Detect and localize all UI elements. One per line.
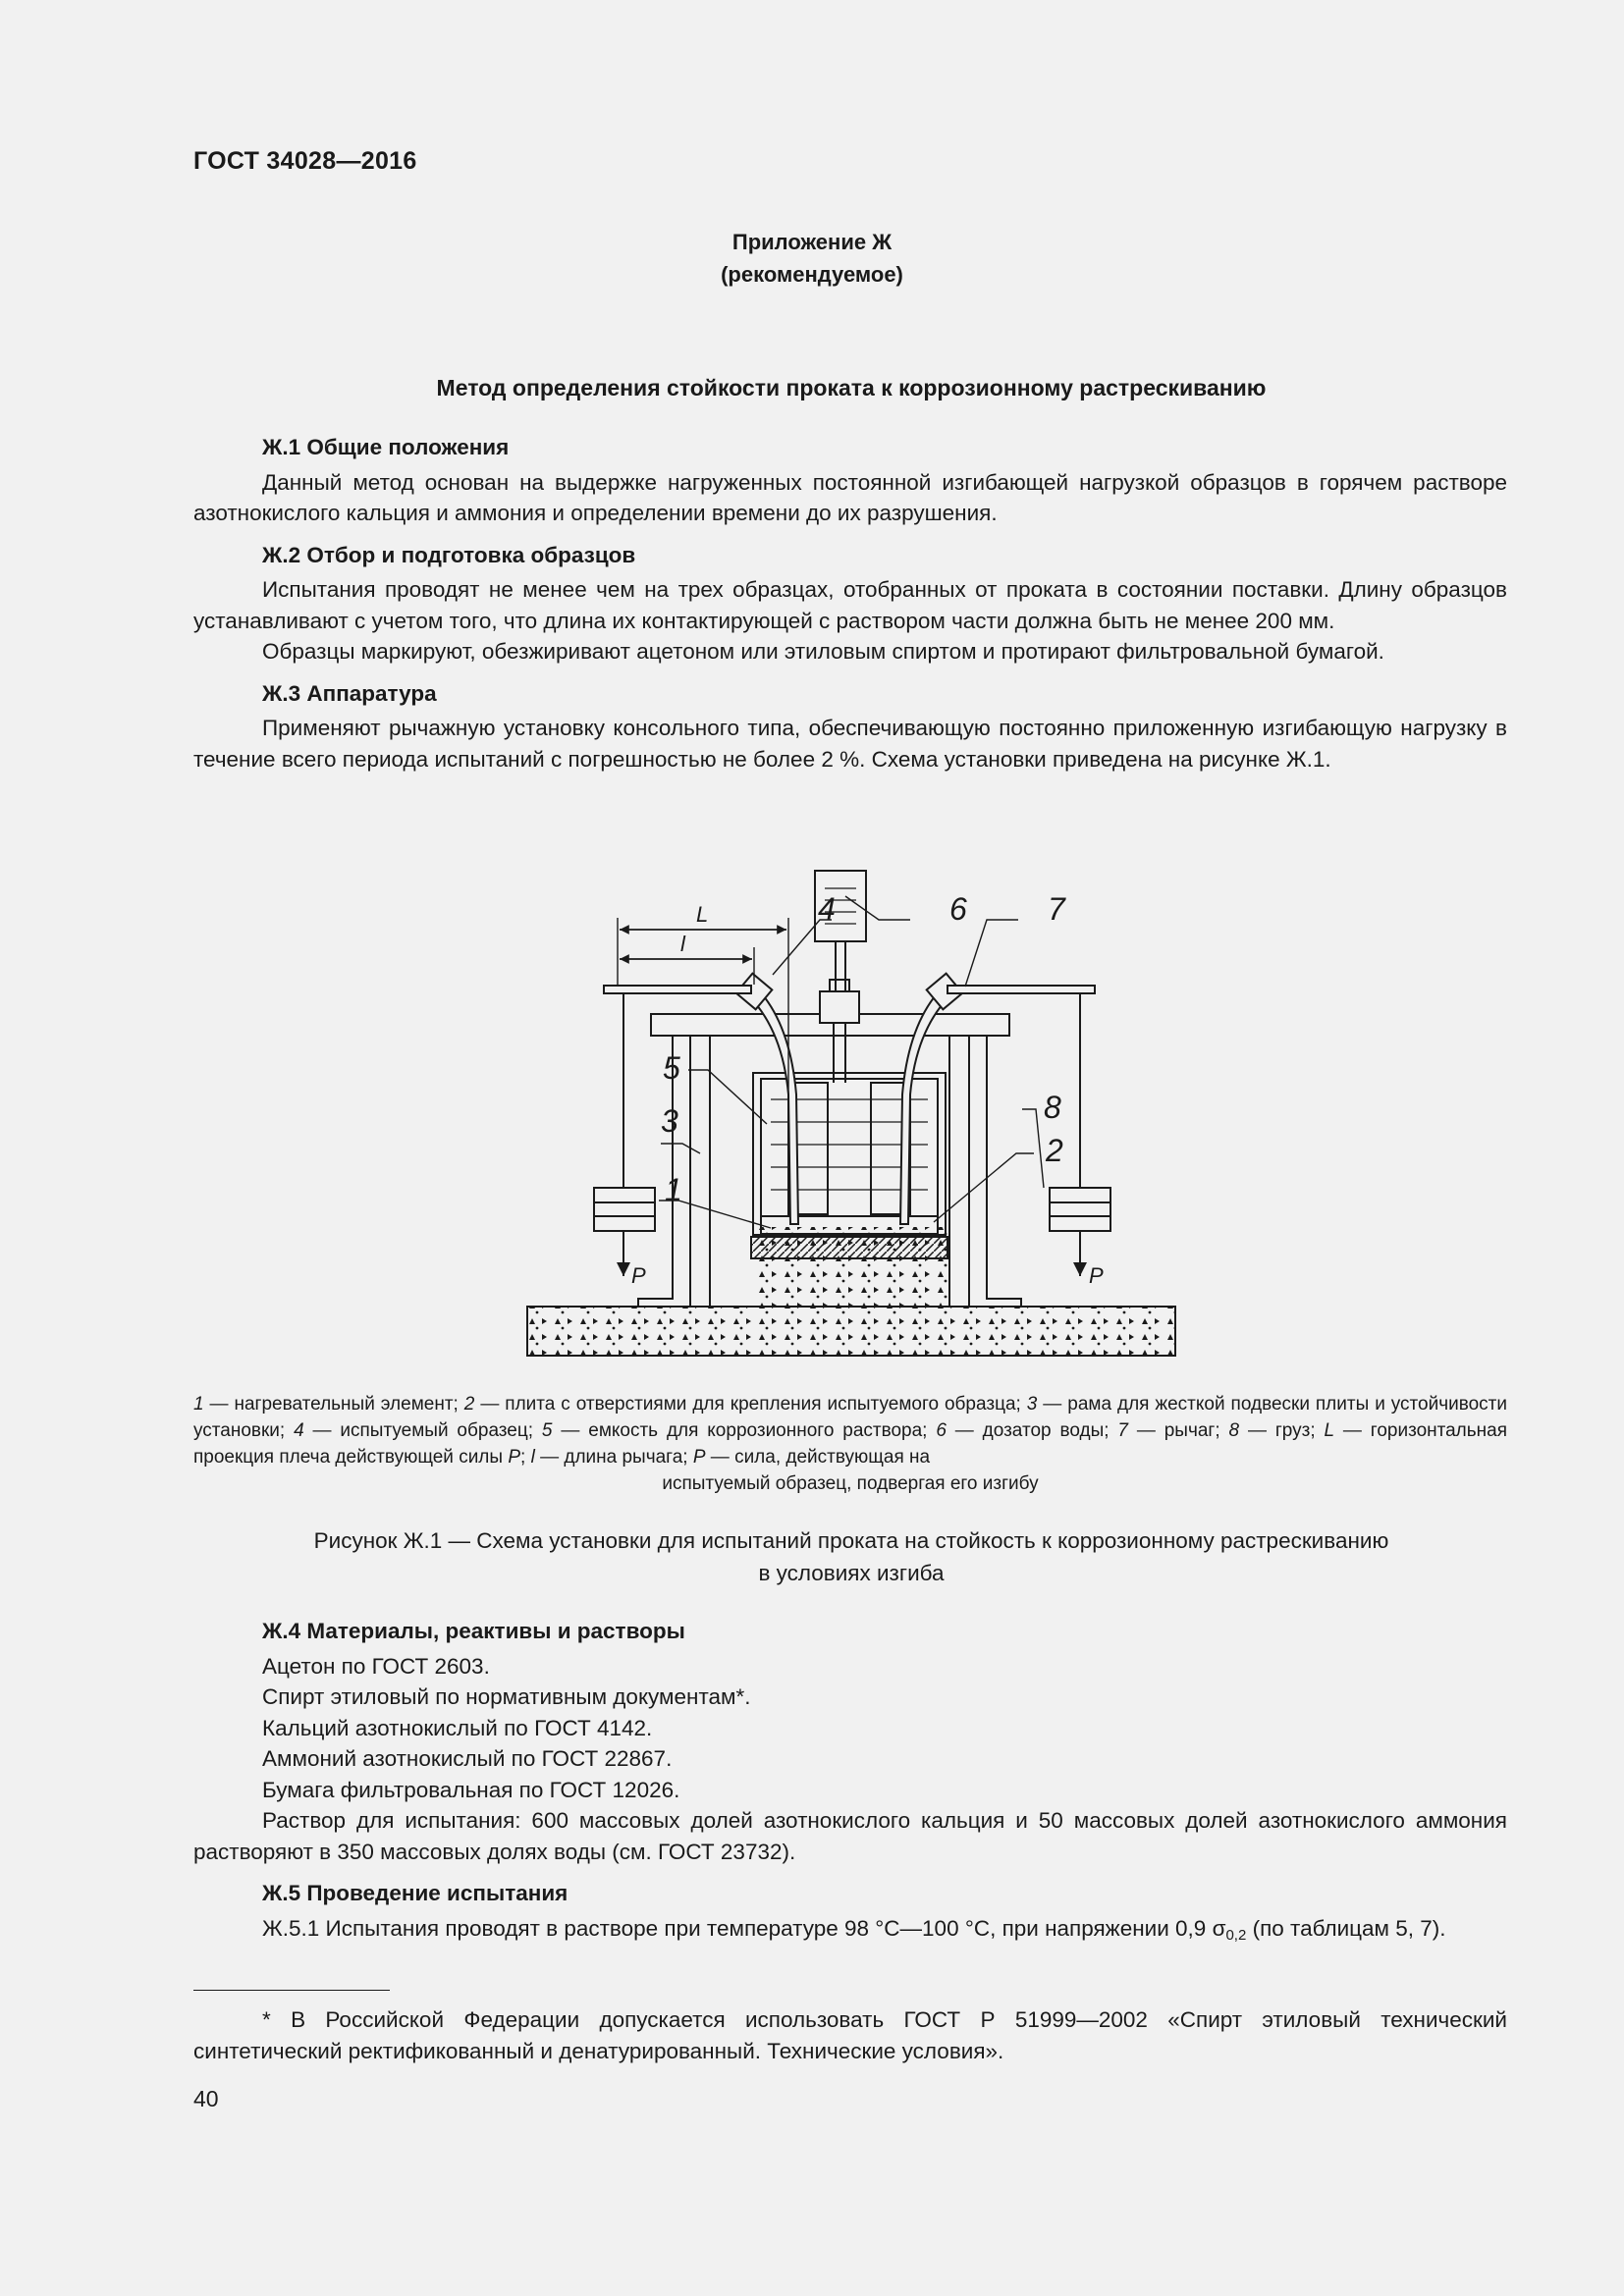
page-number: 40 — [193, 2086, 219, 2111]
list-item: Аммоний азотнокислый по ГОСТ 22867. — [262, 1746, 673, 1771]
appendix-title: Приложение Ж — [731, 230, 893, 254]
bolt-nut — [820, 991, 859, 1023]
label-1: 1 — [665, 1172, 682, 1207]
label-7: 7 — [1048, 891, 1065, 927]
paragraph-zh2-1: Испытания проводят не менее чем на трех образцах, отобранных от проката в состоянии поставки. Длину образцов устанавливают с учетом того, что длина их контактирующей с раствором части должна быть не менее 200 мм. — [193, 577, 1507, 633]
label-P-left: P — [631, 1263, 646, 1288]
heading-zh5: Ж.5 Проведение испытания — [262, 1881, 568, 1905]
list-item: Бумага фильтровальная по ГОСТ 12026. — [262, 1777, 680, 1802]
corrosion-container — [753, 1073, 946, 1235]
heading-zh1: Ж.1 Общие положения — [262, 435, 510, 459]
heading-zh3: Ж.3 Аппаратура — [262, 680, 437, 706]
document-id: ГОСТ 34028—2016 — [193, 147, 417, 175]
paragraph-zh5-1: Ж.5.1 Испытания проводят в растворе при температуре 98 °С—100 °С, при напряжении 0,9 $\sigma_{0,2}$ (по таблицам 5, 7). — [262, 1915, 1446, 1944]
body-part-2 — [193, 1616, 1507, 1950]
label-P-right: P — [1089, 1263, 1104, 1288]
label-3: 3 — [661, 1103, 678, 1139]
weight-left — [594, 1188, 655, 1231]
paragraph-solution: Раствор для испытания: 600 массовых долей азотнокислого кальция и 50 массовых долей азотнокислого аммония растворяют в 350 массовых долях воды (см. ГОСТ 23732). — [193, 1808, 1507, 1864]
list-item: Спирт этиловый по нормативным документам*. — [262, 1684, 751, 1709]
appendix-status: (рекомендуемое) — [721, 262, 903, 287]
figure-legend: 1 — нагревательный элемент; 2 — плита с отверстиями для крепления испытуемого образца; 3 — рама для жесткой подвески плиты и устойчивости установки; 4 — испытуемый образец; 5 — емкость для коррозионного раствора; 6 — дозатор воды; 7 — рычаг; 8 — груз; L — горизонтальная проекция плеча действующей силы P; l — длина рычага; P — сила, действующая на испытуемый образец, подвергая его изгибу — [193, 1391, 1507, 1497]
paragraph-zh1: Данный метод основан на выдержке нагруженных постоянной изгибающей нагрузкой образцов в горячем растворе азотнокислого кальция и аммония и определении времени до их разрушения. — [193, 469, 1507, 525]
list-item: Кальций азотнокислый по ГОСТ 4142. — [262, 1715, 653, 1740]
lever-right — [947, 986, 1095, 993]
test-rig-diagram — [525, 859, 1203, 1369]
lever-left — [604, 986, 751, 993]
label-8: 8 — [1044, 1090, 1061, 1125]
heading-zh4: Ж.4 Материалы, реактивы и растворы — [262, 1619, 685, 1643]
base-plate — [527, 1307, 1175, 1356]
footnote-rule — [193, 1990, 390, 1991]
label-6: 6 — [949, 891, 967, 927]
body-part-1 — [193, 432, 1507, 774]
heating-element — [751, 1237, 947, 1258]
figure-caption: Рисунок Ж.1 — Схема установки для испытаний проката на стойкость к коррозионному растрескиванию в условиях изгиба — [313, 1528, 1389, 1585]
appendix-heading — [0, 226, 1624, 291]
paragraph-zh2-2: Образцы маркируют, обезжиривают ацетоном или этиловым спиртом и протирают фильтровальной бумагой. — [262, 639, 1384, 664]
list-item: Ацетон по ГОСТ 2603. — [262, 1653, 490, 1679]
footnote: * В Российской Федерации допускается использовать ГОСТ Р 51999—2002 «Спирт этиловый технический синтетический ректификованный и денатурированный. Технические условия». — [193, 2007, 1507, 2063]
section-title: Метод определения стойкости проката к коррозионному растрескиванию — [436, 375, 1267, 400]
label-4: 4 — [818, 891, 836, 927]
label-2: 2 — [1046, 1133, 1063, 1168]
heading-zh2: Ж.2 Отбор и подготовка образцов — [262, 542, 636, 567]
weight-right — [1050, 1188, 1110, 1231]
legend-last-line: испытуемый образец, подвергая его изгибу — [662, 1473, 1039, 1494]
label-l: l — [680, 932, 685, 956]
label-L: L — [696, 902, 709, 927]
paragraph-zh3: Применяют рычажную установку консольного типа, обеспечивающую постоянно приложенную изгибающую нагрузку в течение всего периода испытаний с погрешностью не более 2 %. Схема установки приведена на рисунке Ж.1. — [193, 716, 1507, 772]
label-5: 5 — [663, 1050, 680, 1086]
